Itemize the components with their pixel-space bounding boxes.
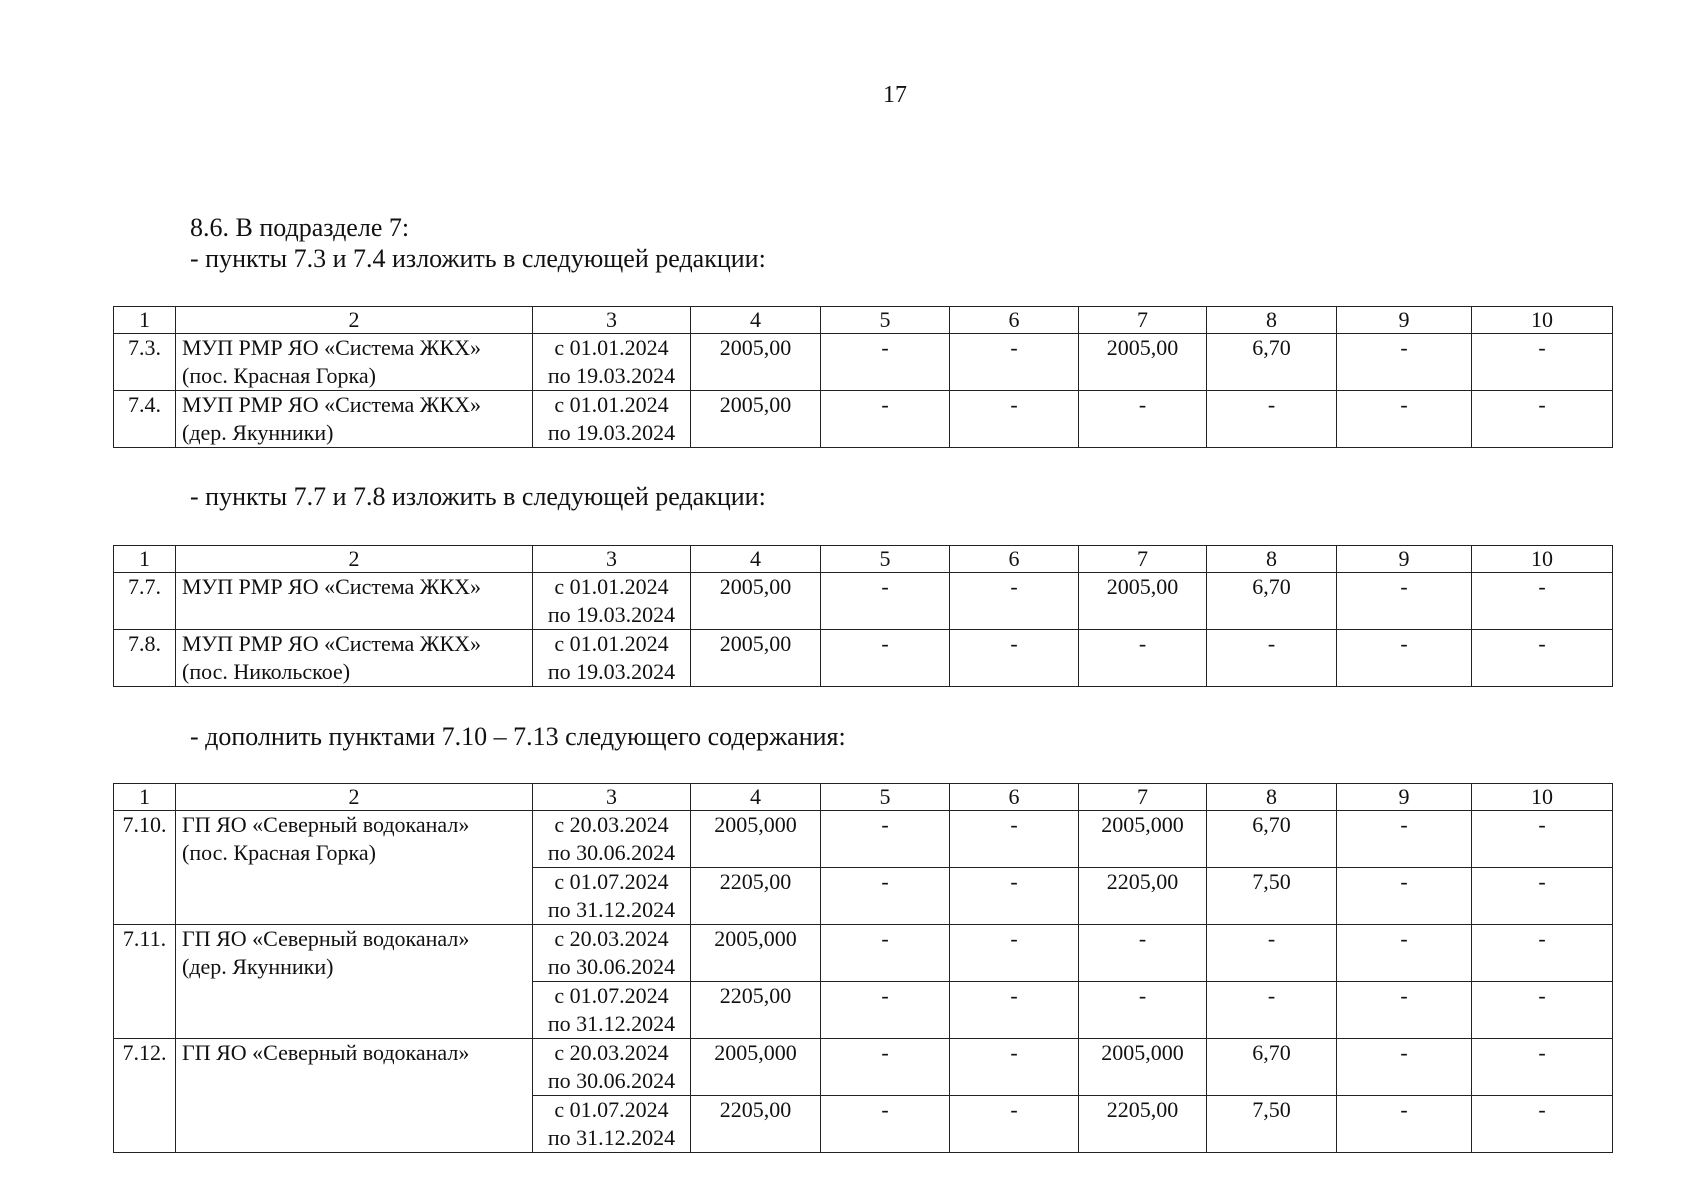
period-end: по 31.12.2024: [547, 1125, 676, 1150]
period-cell: [533, 925, 691, 982]
value-col-5: -: [821, 811, 950, 868]
value-col-6: -: [950, 982, 1079, 1039]
value-col-8: -: [1207, 982, 1337, 1039]
value-col-5: -: [821, 630, 950, 687]
period-cell: [533, 1096, 691, 1153]
value-col-8: 6,70: [1207, 1039, 1337, 1096]
header-cell: 3: [533, 307, 691, 334]
item-number: 7.10.: [114, 811, 176, 925]
header-cell: 10: [1472, 546, 1613, 573]
header-cell: 8: [1207, 307, 1337, 334]
value-col-7: 2005,000: [1079, 1039, 1207, 1096]
header-cell: 9: [1337, 784, 1472, 811]
item-number: 7.3.: [114, 334, 176, 391]
period-start: с 20.03.2024: [554, 1040, 669, 1065]
value-col-6: -: [950, 1096, 1079, 1153]
value-col-4: 2005,000: [691, 925, 821, 982]
table-row: [114, 334, 1613, 391]
value-col-7: -: [1079, 925, 1207, 982]
header-cell: 6: [950, 546, 1079, 573]
table-row: [114, 630, 1613, 687]
value-col-10: -: [1472, 868, 1613, 925]
header-cell: 9: [1337, 307, 1472, 334]
period-start: с 01.01.2024: [554, 631, 669, 656]
period-end: по 19.03.2024: [547, 659, 676, 684]
value-col-5: -: [821, 925, 950, 982]
value-col-6: -: [950, 811, 1079, 868]
organization-name: МУП РМР ЯО «Система ЖКХ»: [182, 392, 482, 417]
header-cell: 5: [821, 546, 950, 573]
table-row: [114, 925, 1613, 982]
value-col-9: -: [1337, 925, 1472, 982]
period-start: с 20.03.2024: [554, 926, 669, 951]
period-cell: [533, 334, 691, 391]
period-end: по 19.03.2024: [547, 363, 676, 388]
period-cell: [533, 630, 691, 687]
value-col-4: 2005,00: [691, 630, 821, 687]
value-col-10: -: [1472, 811, 1613, 868]
header-cell: 2: [176, 307, 533, 334]
period-start: с 01.01.2024: [554, 392, 669, 417]
organization-location: (дер. Якунники): [182, 420, 334, 445]
intro-line-items-7-3-7-4: - пункты 7.3 и 7.4 изложить в следующей редакции:: [190, 244, 766, 273]
table-row: [114, 573, 1613, 630]
value-col-7: 2205,00: [1079, 868, 1207, 925]
page-number: 17: [883, 82, 907, 108]
organization-name: ГП ЯО «Северный водоканал»: [182, 926, 470, 951]
value-col-4: 2205,00: [691, 1096, 821, 1153]
value-col-9: -: [1337, 811, 1472, 868]
organization-location: (пос. Никольское): [182, 659, 351, 684]
intro-line-subsection: 8.6. В подразделе 7:: [190, 213, 410, 242]
header-cell: 2: [176, 546, 533, 573]
value-col-10: -: [1472, 573, 1613, 630]
value-col-5: -: [821, 1096, 950, 1153]
value-col-9: -: [1337, 630, 1472, 687]
value-col-4: 2205,00: [691, 868, 821, 925]
period-end: по 30.06.2024: [547, 840, 676, 865]
header-cell: 4: [691, 546, 821, 573]
value-col-10: -: [1472, 925, 1613, 982]
organization-cell: [176, 811, 533, 925]
value-col-6: -: [950, 1039, 1079, 1096]
value-col-5: -: [821, 334, 950, 391]
value-col-4: 2005,00: [691, 391, 821, 448]
table-header-row: [114, 307, 1613, 334]
value-col-5: -: [821, 982, 950, 1039]
value-col-7: 2205,00: [1079, 1096, 1207, 1153]
period-start: с 01.01.2024: [554, 574, 669, 599]
header-cell: 2: [176, 784, 533, 811]
organization-location: (пос. Красная Горка): [182, 363, 377, 388]
value-col-10: -: [1472, 1096, 1613, 1153]
item-number: 7.4.: [114, 391, 176, 448]
period-cell: [533, 391, 691, 448]
organization-location: [182, 601, 526, 629]
table-row: [114, 391, 1613, 448]
table-items-7-7-7-8: [113, 545, 1613, 687]
value-col-8: 6,70: [1207, 573, 1337, 630]
item-number: 7.7.: [114, 573, 176, 630]
period-cell: [533, 811, 691, 868]
organization-cell: [176, 630, 533, 687]
period-end: по 19.03.2024: [547, 420, 676, 445]
header-cell: 1: [114, 546, 176, 573]
organization-name: ГП ЯО «Северный водоканал»: [182, 1040, 470, 1065]
organization-location: (пос. Красная Горка): [182, 840, 377, 865]
period-start: с 01.01.2024: [554, 335, 669, 360]
item-number: 7.8.: [114, 630, 176, 687]
period-cell: [533, 868, 691, 925]
value-col-6: -: [950, 925, 1079, 982]
value-col-8: 6,70: [1207, 334, 1337, 391]
header-cell: 3: [533, 546, 691, 573]
organization-name: МУП РМР ЯО «Система ЖКХ»: [182, 631, 482, 656]
header-cell: 6: [950, 307, 1079, 334]
value-col-5: -: [821, 1039, 950, 1096]
organization-name: ГП ЯО «Северный водоканал»: [182, 812, 470, 837]
value-col-9: -: [1337, 982, 1472, 1039]
period-cell: [533, 573, 691, 630]
period-start: с 20.03.2024: [554, 812, 669, 837]
table-items-7-3-7-4: [113, 306, 1613, 448]
value-col-4: 2005,000: [691, 1039, 821, 1096]
header-cell: 4: [691, 784, 821, 811]
period-start: с 01.07.2024: [554, 869, 669, 894]
organization-cell: [176, 925, 533, 1039]
value-col-6: -: [950, 573, 1079, 630]
value-col-8: 6,70: [1207, 811, 1337, 868]
value-col-7: -: [1079, 630, 1207, 687]
item-number: 7.11.: [114, 925, 176, 1039]
period-end: по 30.06.2024: [547, 954, 676, 979]
value-col-10: -: [1472, 630, 1613, 687]
organization-name: МУП РМР ЯО «Система ЖКХ»: [182, 335, 482, 360]
organization-cell: [176, 391, 533, 448]
value-col-4: 2205,00: [691, 982, 821, 1039]
table-items-7-10-7-13: [113, 783, 1613, 1153]
value-col-5: -: [821, 573, 950, 630]
value-col-6: -: [950, 868, 1079, 925]
header-cell: 7: [1079, 546, 1207, 573]
value-col-8: 7,50: [1207, 868, 1337, 925]
value-col-7: -: [1079, 391, 1207, 448]
value-col-6: -: [950, 391, 1079, 448]
organization-cell: [176, 334, 533, 391]
period-end: по 31.12.2024: [547, 1011, 676, 1036]
header-cell: 3: [533, 784, 691, 811]
item-number: 7.12.: [114, 1039, 176, 1153]
heading-items-7-10-7-13: - дополнить пунктами 7.10 – 7.13 следующего содержания:: [190, 722, 846, 751]
value-col-7: 2005,000: [1079, 811, 1207, 868]
organization-cell: [176, 1039, 533, 1153]
header-cell: 10: [1472, 784, 1613, 811]
period-end: по 19.03.2024: [547, 602, 676, 627]
header-cell: 8: [1207, 784, 1337, 811]
value-col-9: -: [1337, 573, 1472, 630]
value-col-4: 2005,00: [691, 334, 821, 391]
period-start: с 01.07.2024: [554, 1097, 669, 1122]
value-col-4: 2005,00: [691, 573, 821, 630]
header-cell: 8: [1207, 546, 1337, 573]
value-col-7: -: [1079, 982, 1207, 1039]
header-cell: 6: [950, 784, 1079, 811]
value-col-8: -: [1207, 630, 1337, 687]
value-col-5: -: [821, 868, 950, 925]
table-row: [114, 1039, 1613, 1096]
header-cell: 1: [114, 307, 176, 334]
header-cell: 5: [821, 307, 950, 334]
value-col-9: -: [1337, 868, 1472, 925]
table-header-row: [114, 784, 1613, 811]
header-cell: 5: [821, 784, 950, 811]
value-col-9: -: [1337, 1039, 1472, 1096]
value-col-6: -: [950, 630, 1079, 687]
value-col-7: 2005,00: [1079, 573, 1207, 630]
table-header-row: [114, 546, 1613, 573]
table-row: [114, 811, 1613, 868]
header-cell: 4: [691, 307, 821, 334]
period-cell: [533, 1039, 691, 1096]
organization-cell: [176, 573, 533, 630]
value-col-10: -: [1472, 334, 1613, 391]
organization-name: МУП РМР ЯО «Система ЖКХ»: [182, 574, 482, 599]
value-col-8: -: [1207, 925, 1337, 982]
value-col-8: 7,50: [1207, 1096, 1337, 1153]
header-cell: 7: [1079, 784, 1207, 811]
header-cell: 10: [1472, 307, 1613, 334]
value-col-9: -: [1337, 1096, 1472, 1153]
period-start: с 01.07.2024: [554, 983, 669, 1008]
heading-items-7-7-7-8: - пункты 7.7 и 7.8 изложить в следующей редакции:: [190, 482, 766, 511]
period-cell: [533, 982, 691, 1039]
period-end: по 30.06.2024: [547, 1068, 676, 1093]
value-col-9: -: [1337, 334, 1472, 391]
header-cell: 1: [114, 784, 176, 811]
value-col-6: -: [950, 334, 1079, 391]
organization-location: (дер. Якунники): [182, 954, 334, 979]
header-cell: 7: [1079, 307, 1207, 334]
value-col-9: -: [1337, 391, 1472, 448]
value-col-5: -: [821, 391, 950, 448]
value-col-10: -: [1472, 982, 1613, 1039]
value-col-10: -: [1472, 391, 1613, 448]
period-end: по 31.12.2024: [547, 897, 676, 922]
value-col-4: 2005,000: [691, 811, 821, 868]
value-col-10: -: [1472, 1039, 1613, 1096]
header-cell: 9: [1337, 546, 1472, 573]
value-col-7: 2005,00: [1079, 334, 1207, 391]
organization-location: [182, 1067, 526, 1095]
value-col-8: -: [1207, 391, 1337, 448]
